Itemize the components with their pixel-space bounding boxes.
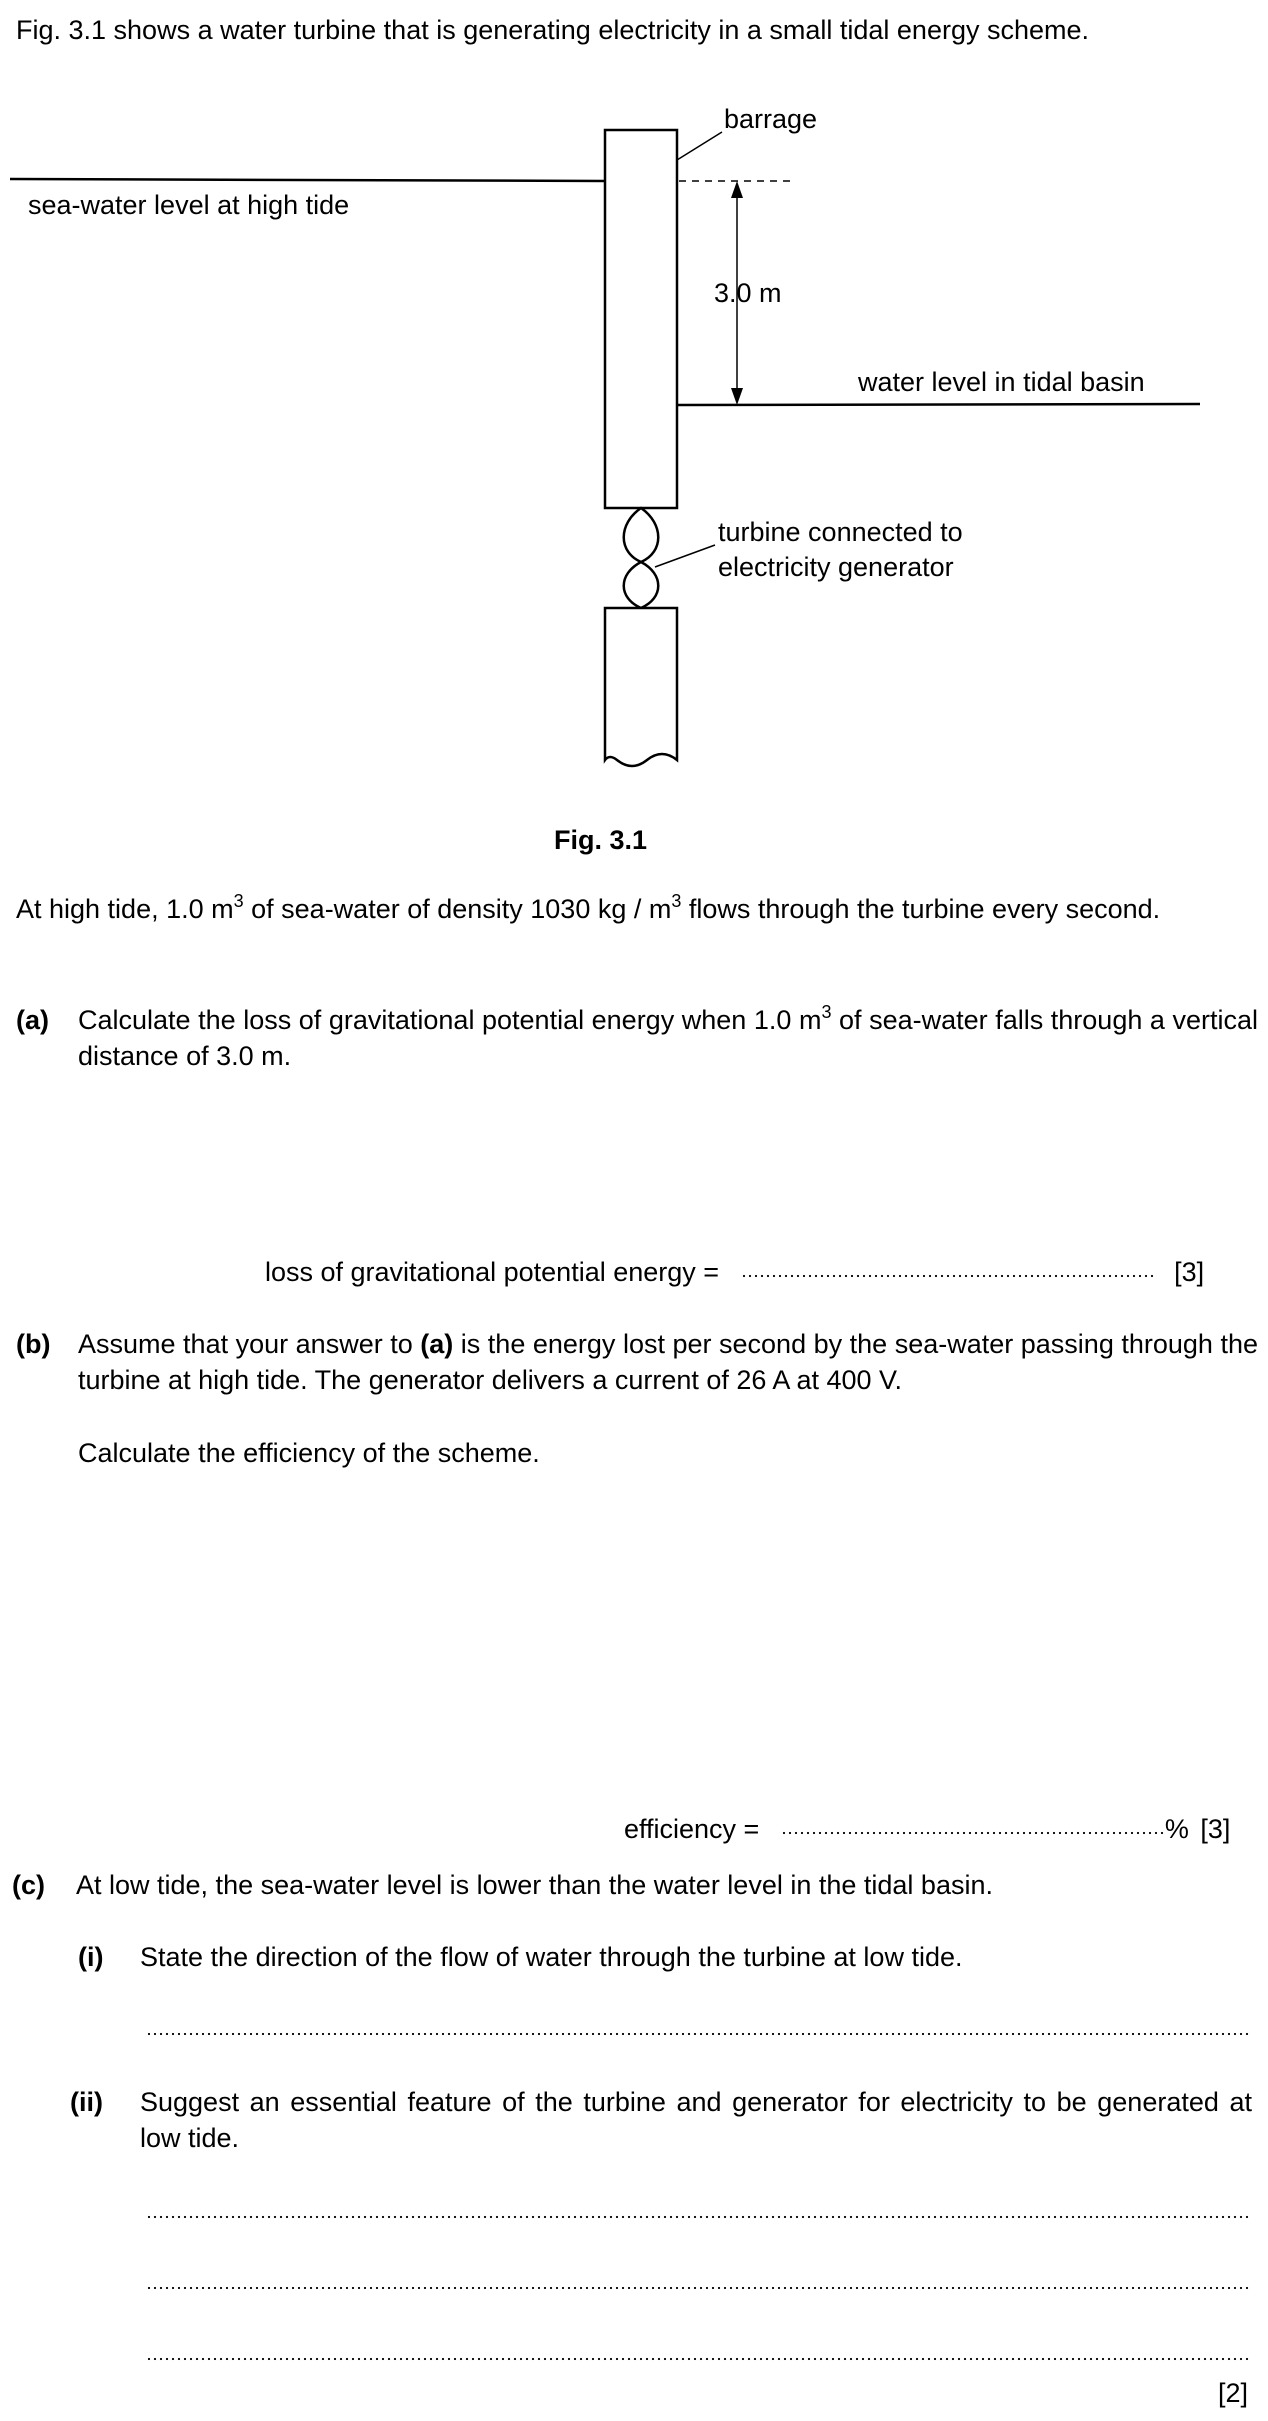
part-c-ii-answer-line-2[interactable]	[146, 2285, 1250, 2293]
part-c-ii-label: (ii)	[70, 2087, 103, 2117]
part-b-label: (b)	[16, 1329, 51, 1359]
height-arrow-bottom	[731, 388, 743, 405]
stem-text: At high tide, 1.0 $m^3$ of sea-water of density 1030 kg / $m^3$ flows through the turbine every second.	[16, 891, 1161, 924]
part-a-answer-line: loss of gravitational potential energy = [3]	[265, 1257, 1205, 1287]
lower-channel-block	[605, 608, 677, 766]
part-b-instruction: Calculate the efficiency of the scheme.	[78, 1438, 540, 1468]
turbine-leader-line	[655, 545, 715, 567]
part-c-ii-answer-line-3[interactable]	[146, 2356, 1250, 2364]
intro-text: Fig. 3.1 shows a water turbine that is generating electricity in a small tidal energy scheme.	[16, 15, 1090, 45]
part-c-ii-text: Suggest an essential feature of the turbine and generator for electricity to be generated at low tide.	[140, 2087, 1252, 2153]
part-c-i-answer-line[interactable]	[146, 2031, 1250, 2039]
part-c-i-text: State the direction of the flow of water through the turbine at low tide.	[140, 1942, 963, 1972]
part-c-ii-answer-line-1[interactable]	[146, 2214, 1250, 2222]
height-label: 3.0 m	[714, 278, 782, 308]
barrage-label: barrage	[724, 104, 818, 134]
part-a-text: Calculate the loss of gravitational potential energy when 1.0 $m^3$ of sea-water falls through a vertical distance of 3.0 m.	[78, 1002, 1259, 1071]
part-b-marks: [3]	[1200, 1814, 1231, 1844]
barrage-block	[605, 130, 677, 508]
basin-level-label: water level in tidal basin	[858, 367, 1145, 397]
sea-level-label: sea-water level at high tide	[28, 190, 350, 220]
sea-level-line	[10, 179, 605, 181]
turbine-label-line1: turbine connected to	[718, 517, 963, 547]
part-b-answer-line: efficiency = % [3]	[624, 1814, 1231, 1844]
part-a-label: (a)	[16, 1005, 49, 1035]
height-arrow-top	[731, 181, 743, 198]
figure-caption: Fig. 3.1	[554, 825, 648, 855]
part-c-text: At low tide, the sea-water level is lower than the water level in the tidal basin.	[76, 1870, 993, 1900]
part-c-label: (c)	[12, 1870, 45, 1900]
part-c-i-label: (i)	[78, 1942, 104, 1972]
answer-dots[interactable]	[781, 1828, 1165, 1838]
tidal-barrage-diagram	[0, 0, 1268, 800]
answer-dots[interactable]	[741, 1271, 1157, 1281]
turbine-icon	[624, 508, 659, 562]
turbine-label-line2: electricity generator	[718, 552, 954, 582]
part-a-marks: [3]	[1174, 1257, 1205, 1287]
barrage-leader-line	[677, 132, 722, 160]
part-c-ii-marks: [2]	[1217, 2378, 1248, 2408]
basin-level-line	[677, 404, 1200, 405]
part-b-text: Assume that your answer to (a) is the energy lost per second by the sea-water passing through the turbine at high tide. The generator delivers a current of 26 A at 400 V.	[78, 1329, 1258, 1395]
